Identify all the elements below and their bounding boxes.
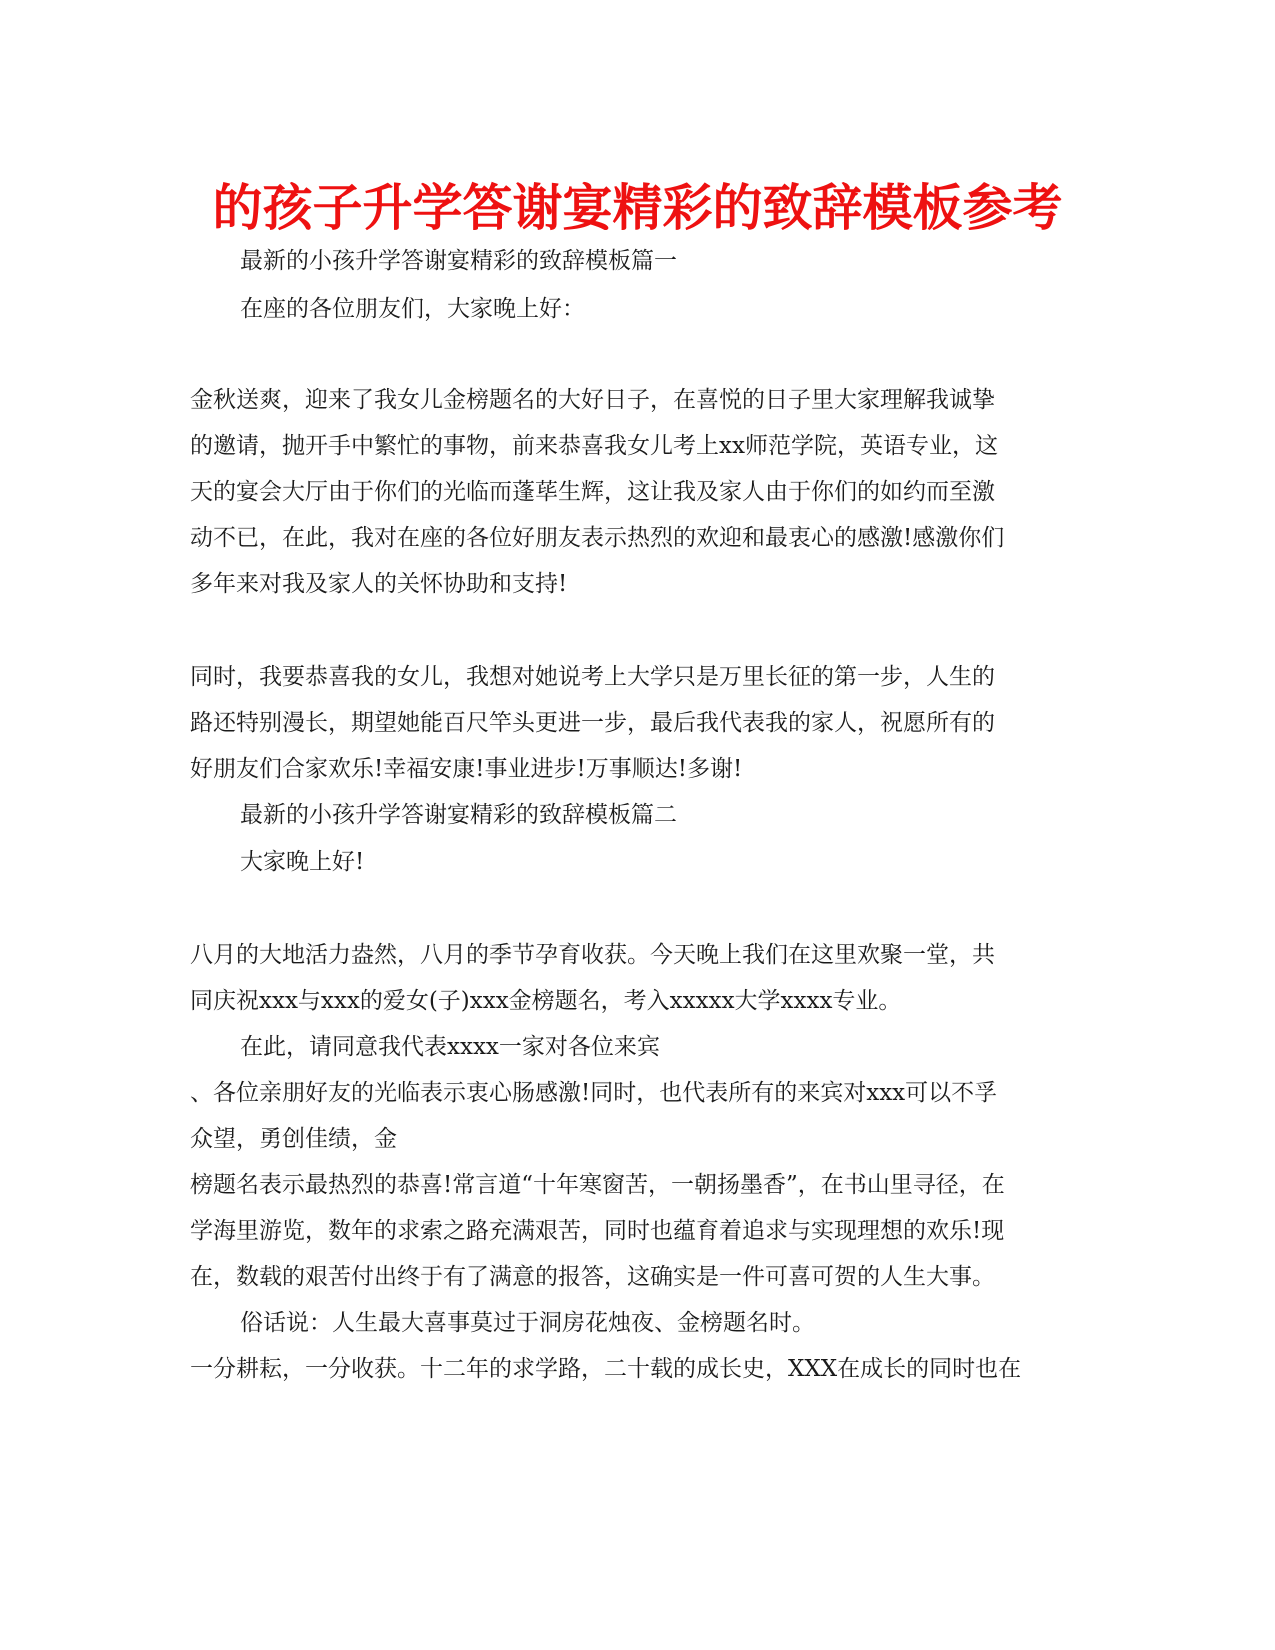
document-title: 的孩子升学答谢宴精彩的致辞模板参考: [212, 179, 1063, 237]
paragraph-line: 动不已，在此，我对在座的各位好朋友表示热烈的欢迎和最衷心的感激!感激你们: [190, 525, 1005, 551]
paragraph-line: 俗话说：人生最大喜事莫过于洞房花烛夜、金榜题名时。: [240, 1310, 815, 1336]
paragraph-line: 众望，勇创佳绩，金: [190, 1126, 397, 1152]
paragraph-line: 多年来对我及家人的关怀协助和支持!: [190, 571, 568, 597]
paragraph-line: 在此，请同意我代表xxxx一家对各位来宾: [240, 1034, 660, 1060]
paragraph-line: 榜题名表示最热烈的恭喜!常言道“十年寒窗苦，一朝扬墨香”，在书山里寻径，在: [190, 1172, 1005, 1198]
greeting-line: 在座的各位朋友们，大家晚上好：: [240, 296, 585, 322]
paragraph-line: 同时，我要恭喜我的女儿，我想对她说考上大学只是万里长征的第一步，人生的: [190, 664, 995, 690]
paragraph-line: 、各位亲朋好友的光临表示衷心肠感激!同时，也代表所有的来宾对xxx可以不孚: [190, 1080, 998, 1106]
paragraph-line: 的邀请，抛开手中繁忙的事物，前来恭喜我女儿考上xx师范学院，英语专业，这: [190, 433, 998, 459]
paragraph-line: 同庆祝xxx与xxx的爱女(子)xxx金榜题名，考入xxxxx大学xxxx专业。: [190, 988, 902, 1014]
paragraph-line: 在，数载的艰苦付出终于有了满意的报答，这确实是一件可喜可贺的人生大事。: [190, 1264, 995, 1290]
section-heading-2: 最新的小孩升学答谢宴精彩的致辞模板篇二: [240, 802, 677, 828]
paragraph-line: 学海里游览，数年的求索之路充满艰苦，同时也蕴育着追求与实现理想的欢乐!现: [190, 1218, 1005, 1244]
greeting-line: 大家晚上好!: [240, 849, 365, 875]
section-heading-1: 最新的小孩升学答谢宴精彩的致辞模板篇一: [240, 248, 677, 274]
paragraph-line: 天的宴会大厅由于你们的光临而蓬荜生辉，这让我及家人由于你们的如约而至激: [190, 479, 995, 505]
paragraph-line: 好朋友们合家欢乐!幸福安康!事业进步!万事顺达!多谢!: [190, 756, 743, 782]
paragraph-line: 路还特别漫长，期望她能百尺竿头更进一步，最后我代表我的家人，祝愿所有的: [190, 710, 995, 736]
paragraph-line: 八月的大地活力盎然，八月的季节孕育收获。今天晚上我们在这里欢聚一堂，共: [190, 942, 995, 968]
paragraph-line: 一分耕耘，一分收获。十二年的求学路，二十载的成长史，XXX在成长的同时也在: [190, 1356, 1022, 1382]
paragraph-line: 金秋送爽，迎来了我女儿金榜题名的大好日子，在喜悦的日子里大家理解我诚挚: [190, 387, 995, 413]
